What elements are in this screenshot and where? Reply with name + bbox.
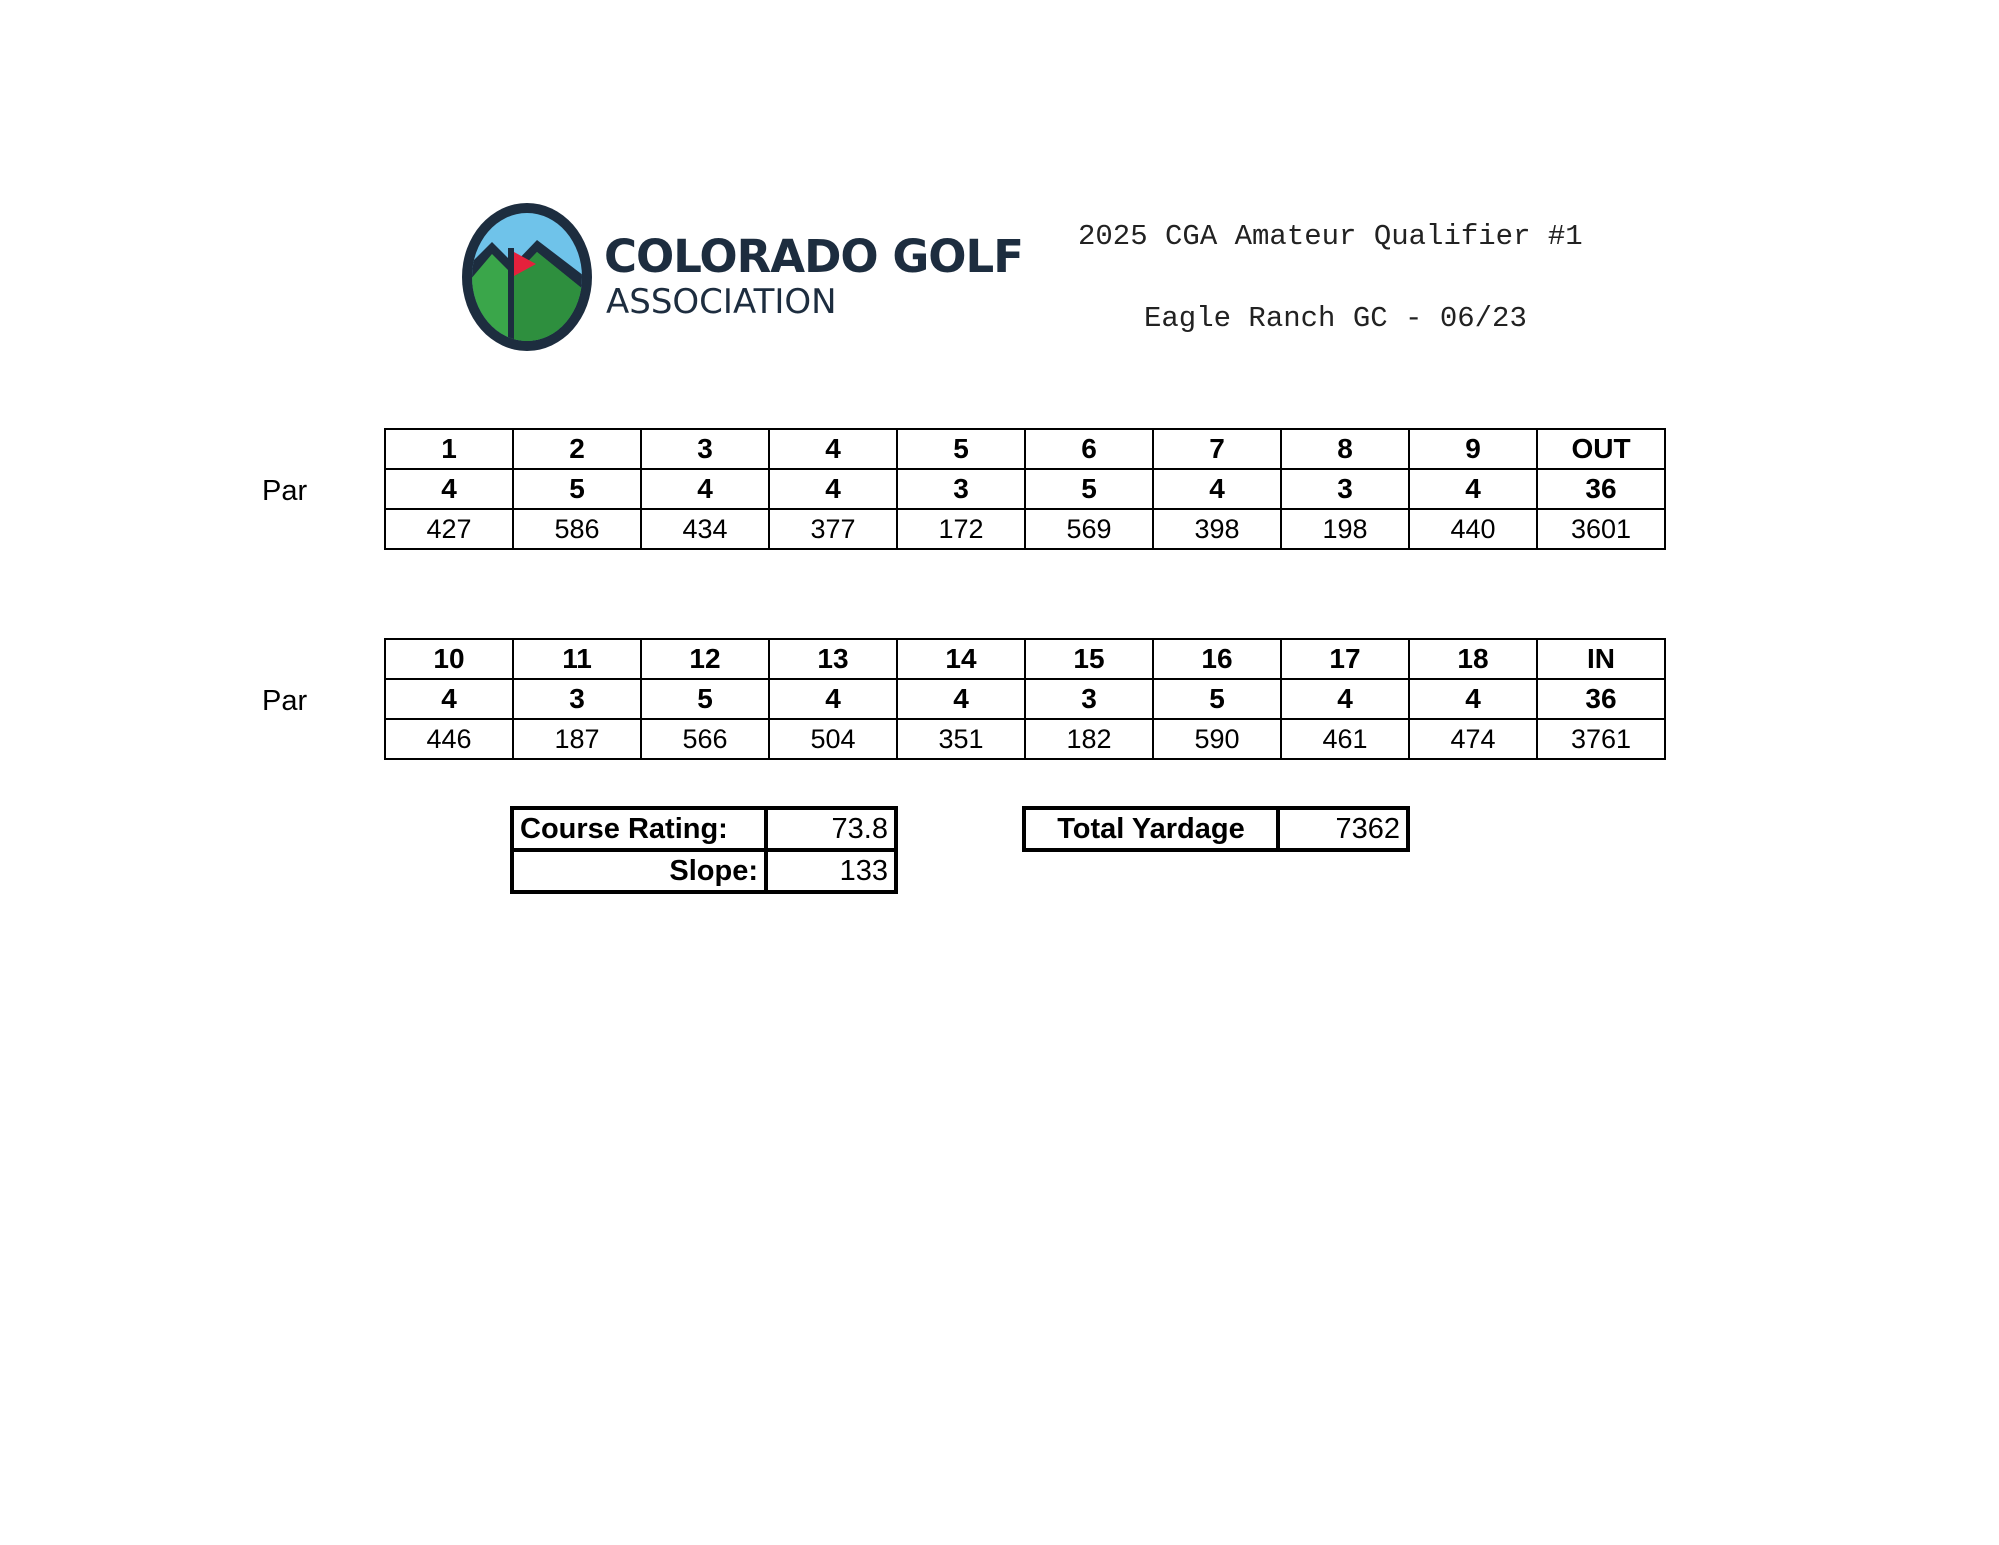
- yardage-value: 172: [897, 509, 1025, 549]
- hole-number: 5: [897, 429, 1025, 469]
- front-hole-row: [385, 429, 1665, 469]
- hole-number: 6: [1025, 429, 1153, 469]
- yardage-value: 461: [1281, 719, 1409, 759]
- yardage-value: 586: [513, 509, 641, 549]
- par-value: 4: [1281, 679, 1409, 719]
- back-hole-row: [385, 639, 1665, 679]
- logo-name-line1: COLORADO GOLF: [604, 230, 1023, 283]
- front-nine-table: [384, 428, 1666, 550]
- hole-number: 15: [1025, 639, 1153, 679]
- course-rating-row: [512, 808, 896, 850]
- par-value: 4: [1409, 679, 1537, 719]
- yardage-value: 187: [513, 719, 641, 759]
- hole-number: 2: [513, 429, 641, 469]
- yardage-value: 569: [1025, 509, 1153, 549]
- hole-number: 17: [1281, 639, 1409, 679]
- total-yardage-value: 7362: [1278, 808, 1408, 850]
- par-value: 3: [513, 679, 641, 719]
- hole-number: 9: [1409, 429, 1537, 469]
- back-nine-table: [384, 638, 1666, 760]
- hole-number: 8: [1281, 429, 1409, 469]
- par-value: 3: [897, 469, 1025, 509]
- front-yardage-row: [385, 509, 1665, 549]
- in-label: IN: [1537, 639, 1665, 679]
- slope-value: 133: [766, 850, 896, 892]
- hole-number: 7: [1153, 429, 1281, 469]
- hole-number: 4: [769, 429, 897, 469]
- yardage-value: 377: [769, 509, 897, 549]
- out-label: OUT: [1537, 429, 1665, 469]
- cga-logo: [462, 202, 1023, 352]
- yardage-value: 504: [769, 719, 897, 759]
- yardage-value: 182: [1025, 719, 1153, 759]
- back-par-row: [385, 679, 1665, 719]
- yardage-value: 398: [1153, 509, 1281, 549]
- out-par-total: 36: [1537, 469, 1665, 509]
- yardage-value: 440: [1409, 509, 1537, 549]
- par-value: 4: [1153, 469, 1281, 509]
- hole-number: 16: [1153, 639, 1281, 679]
- par-value: 4: [385, 469, 513, 509]
- rating-table: [510, 806, 898, 894]
- hole-number: 14: [897, 639, 1025, 679]
- front-par-row: [385, 469, 1665, 509]
- total-yardage-row: [1024, 808, 1408, 850]
- hole-number: 1: [385, 429, 513, 469]
- out-yardage-total: 3601: [1537, 509, 1665, 549]
- total-yardage-label: Total Yardage: [1024, 808, 1278, 850]
- course-rating-label: Course Rating:: [512, 808, 766, 850]
- hole-number: 18: [1409, 639, 1537, 679]
- slope-row: [512, 850, 896, 892]
- logo-name-line2: ASSOCIATION: [606, 282, 837, 322]
- par-value: 4: [897, 679, 1025, 719]
- par-value: 3: [1025, 679, 1153, 719]
- venue-date: Eagle Ranch GC - 06/23: [1144, 302, 1527, 335]
- par-value: 4: [769, 679, 897, 719]
- hole-number: 3: [641, 429, 769, 469]
- par-value: 4: [769, 469, 897, 509]
- par-value: 5: [1025, 469, 1153, 509]
- par-value: 4: [1409, 469, 1537, 509]
- par-value: 5: [513, 469, 641, 509]
- back-yardage-row: [385, 719, 1665, 759]
- yardage-value: 427: [385, 509, 513, 549]
- par-value: 5: [641, 679, 769, 719]
- total-yardage-table: [1022, 806, 1410, 852]
- front-par-label: Par: [262, 475, 308, 507]
- par-value: 4: [641, 469, 769, 509]
- yardage-value: 351: [897, 719, 1025, 759]
- event-title: 2025 CGA Amateur Qualifier #1: [1078, 220, 1583, 253]
- hole-number: 10: [385, 639, 513, 679]
- yardage-value: 590: [1153, 719, 1281, 759]
- yardage-value: 474: [1409, 719, 1537, 759]
- hole-number: 13: [769, 639, 897, 679]
- slope-label: Slope:: [512, 850, 766, 892]
- back-par-label: Par: [262, 685, 308, 717]
- par-value: 3: [1281, 469, 1409, 509]
- par-value: 5: [1153, 679, 1281, 719]
- in-par-total: 36: [1537, 679, 1665, 719]
- in-yardage-total: 3761: [1537, 719, 1665, 759]
- yardage-value: 198: [1281, 509, 1409, 549]
- course-rating-value: 73.8: [766, 808, 896, 850]
- par-value: 4: [385, 679, 513, 719]
- yardage-value: 446: [385, 719, 513, 759]
- mountain-flag-icon: [462, 202, 602, 352]
- yardage-value: 434: [641, 509, 769, 549]
- hole-number: 11: [513, 639, 641, 679]
- hole-number: 12: [641, 639, 769, 679]
- yardage-value: 566: [641, 719, 769, 759]
